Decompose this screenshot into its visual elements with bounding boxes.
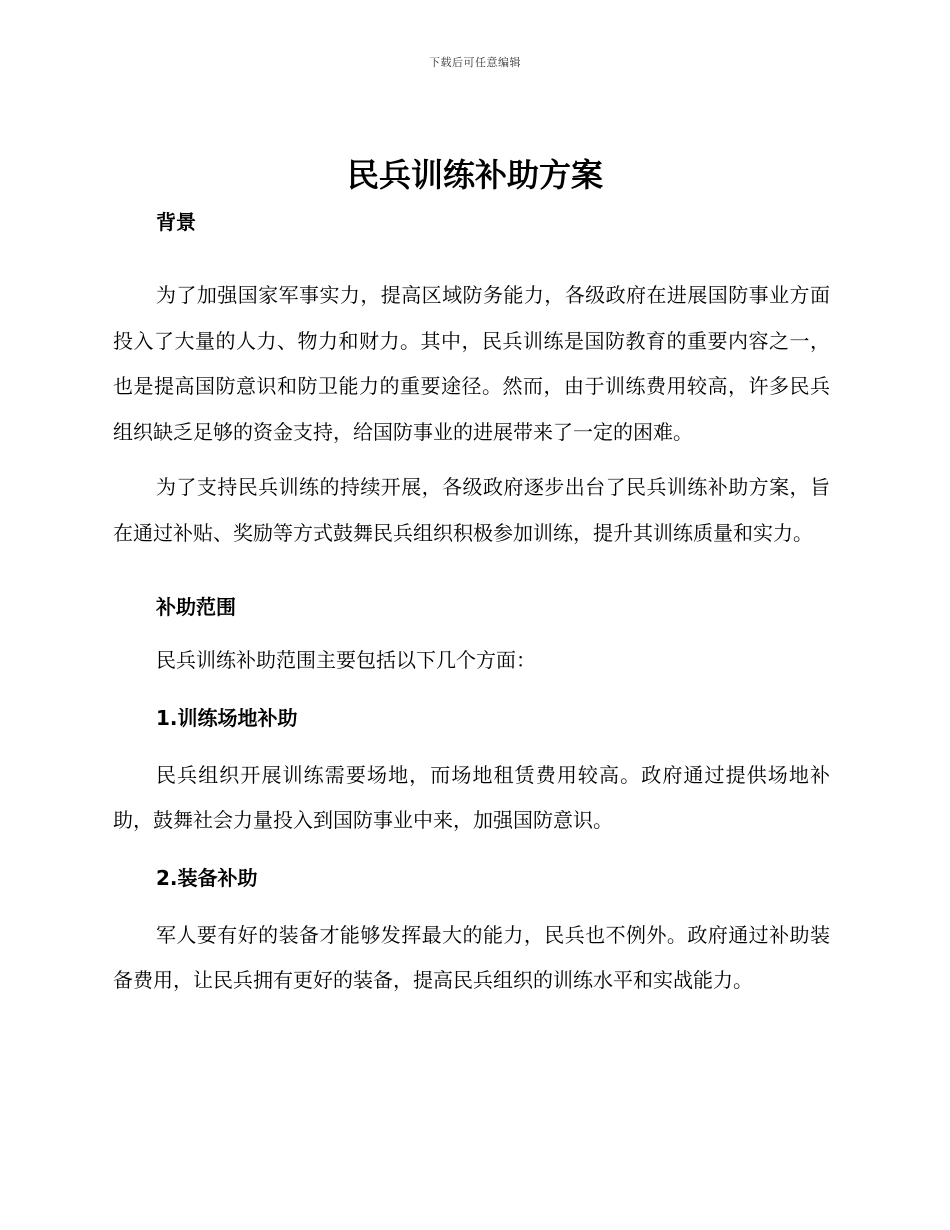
paragraph-scope-intro: 民兵训练补助范围主要包括以下几个方面： bbox=[156, 648, 536, 672]
document-body bbox=[113, 205, 830, 1004]
document-title: 民兵训练补助方案 bbox=[346, 156, 603, 194]
paragraph-background-1: 为了加强国家军事实力，提高区域防务能力，各级政府在进展国防事业方面投入了大量的人力、物力和财力。其中，民兵训练是国防教育的重要内容之一，也是提高国防意识和防卫能力的重要途径。然而，由于训练费用较高，许多民兵组织缺乏足够的资金支持，给国防事业的进展带来了一定的困难。 bbox=[113, 283, 830, 444]
page-header: 下载后可任意编辑 bbox=[429, 56, 521, 69]
paragraph-equipment-subsidy: 军人要有好的装备才能够发挥最大的能力，民兵也不例外。政府通过补助装备费用，让民兵拥有更好的装备，提高民兵组织的训练水平和实战能力。 bbox=[113, 922, 830, 992]
paragraph-venue-subsidy: 民兵组织开展训练需要场地，而场地租赁费用较高。政府通过提供场地补助，鼓舞社会力量投入到国防事业中来，加强国防意识。 bbox=[113, 762, 830, 832]
paragraph-background-2: 为了支持民兵训练的持续开展，各级政府逐步出台了民兵训练补助方案，旨在通过补贴、奖励等方式鼓舞民兵组织积极参加训练，提升其训练质量和实力。 bbox=[113, 475, 830, 545]
subheading-equipment-subsidy: 2.装备补助 bbox=[156, 865, 258, 890]
section-heading-scope: 补助范围 bbox=[156, 595, 236, 619]
section-heading-background: 背景 bbox=[156, 210, 196, 234]
subheading-venue-subsidy: 1.训练场地补助 bbox=[156, 705, 298, 730]
